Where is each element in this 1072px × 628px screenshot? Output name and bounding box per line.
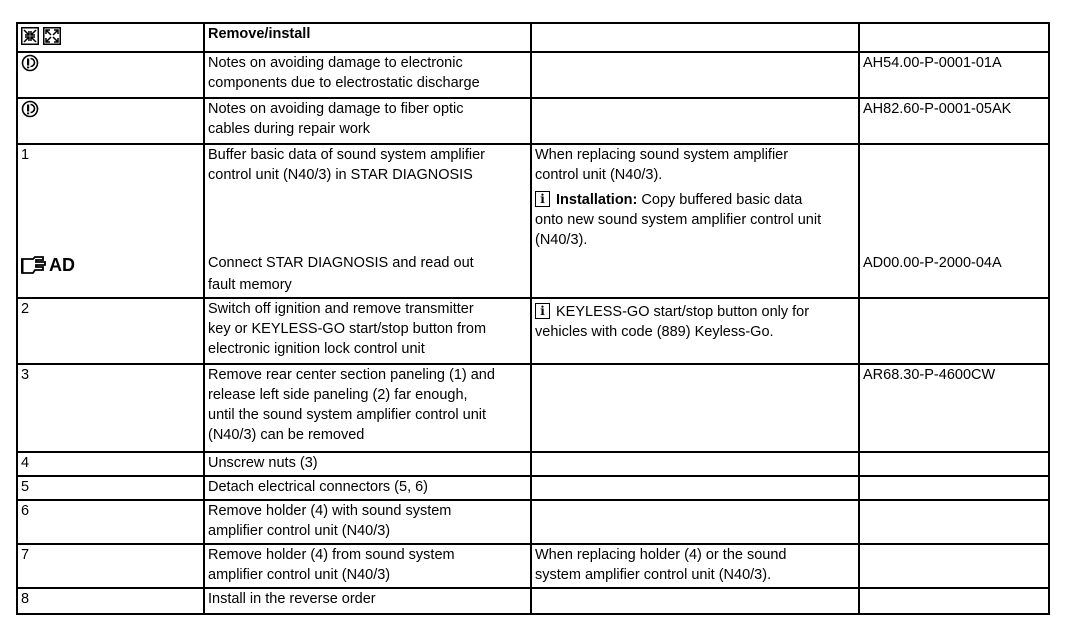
doc-ref-link[interactable]: AH54.00-P-0001-01A xyxy=(863,55,1002,71)
step-number: 6 xyxy=(21,503,30,519)
installation-text: onto new sound system amplifier control unit xyxy=(535,212,822,228)
info-icon: i xyxy=(535,303,550,319)
step-row-6 xyxy=(17,500,1049,544)
doc-ref-link[interactable]: AD00.00-P-2000-04A xyxy=(863,255,1002,271)
step-row-7 xyxy=(17,544,1049,588)
step-text: until the sound system amplifier control unit xyxy=(208,407,487,423)
remove-arrows-icon xyxy=(21,27,39,45)
installation-label: Installation: xyxy=(556,192,638,208)
step-subtext: fault memory xyxy=(208,277,292,293)
step-number: 2 xyxy=(21,301,30,317)
step-number: 1 xyxy=(21,147,30,163)
comment-text: control unit (N40/3). xyxy=(535,167,663,183)
comment-text: KEYLESS-GO start/stop button only for xyxy=(556,304,810,320)
step-text: Buffer basic data of sound system amplifier xyxy=(208,147,485,163)
step-number: 3 xyxy=(21,367,30,383)
ad-diagnosis-marker xyxy=(21,255,75,275)
step-text: control unit (N40/3) in STAR DIAGNOSIS xyxy=(208,167,473,183)
info-icon: i xyxy=(535,191,550,207)
step-number: 5 xyxy=(21,479,30,495)
pointing-hand-icon xyxy=(21,255,47,275)
step-text: Remove holder (4) with sound system xyxy=(208,503,452,519)
step-text: key or KEYLESS-GO start/stop button from xyxy=(208,321,487,337)
step-number: 4 xyxy=(21,455,30,471)
step-text: electronic ignition lock control unit xyxy=(208,341,425,357)
comment-text: When replacing sound system amplifier xyxy=(535,147,789,163)
ad-label: AD xyxy=(49,255,75,275)
header-empty-cell xyxy=(859,23,1049,52)
step-row-2 xyxy=(17,298,1049,364)
step-number: 7 xyxy=(21,547,30,563)
note-text: components due to electrostatic discharge xyxy=(208,75,480,91)
step-row-3 xyxy=(17,364,1049,452)
step-subtext: Connect STAR DIAGNOSIS and read out xyxy=(208,255,474,271)
comment-text: When replacing holder (4) or the sound xyxy=(535,547,787,563)
step-text: Switch off ignition and remove transmitter xyxy=(208,301,474,317)
warning-note-icon xyxy=(21,54,39,72)
step-number: 8 xyxy=(21,591,30,607)
step-text: Remove holder (4) from sound system xyxy=(208,547,455,563)
installation-text: Copy buffered basic data xyxy=(641,192,803,208)
step-text: Unscrew nuts (3) xyxy=(208,455,318,471)
step-row-5 xyxy=(17,476,1049,500)
note-row xyxy=(17,98,1049,144)
step-row-4 xyxy=(17,452,1049,476)
step-text: Detach electrical connectors (5, 6) xyxy=(208,479,429,495)
step-text: release left side paneling (2) far enough, xyxy=(208,387,468,403)
step-text: amplifier control unit (N40/3) xyxy=(208,567,391,583)
note-text: Notes on avoiding damage to electronic xyxy=(208,55,463,71)
procedure-table xyxy=(16,22,1050,615)
step-row-1 xyxy=(17,144,1049,298)
step-text: Install in the reverse order xyxy=(208,591,376,607)
note-row xyxy=(17,52,1049,98)
note-text: cables during repair work xyxy=(208,121,370,137)
install-arrows-icon xyxy=(43,27,61,45)
comment-text: system amplifier control unit (N40/3). xyxy=(535,567,772,583)
comment-text: vehicles with code (889) Keyless-Go. xyxy=(535,324,774,340)
note-text: Notes on avoiding damage to fiber optic xyxy=(208,101,464,117)
warning-note-icon xyxy=(21,100,39,118)
doc-ref-link[interactable]: AR68.30-P-4600CW xyxy=(863,367,996,383)
step-text: (N40/3) can be removed xyxy=(208,427,365,443)
header-empty-cell xyxy=(531,23,859,52)
header-title: Remove/install xyxy=(204,23,531,52)
step-text: Remove rear center section paneling (1) and xyxy=(208,367,495,383)
installation-text: (N40/3). xyxy=(535,232,588,248)
step-text: amplifier control unit (N40/3) xyxy=(208,523,391,539)
step-row-8 xyxy=(17,588,1049,614)
table-header-row xyxy=(17,23,1049,52)
header-icons-cell xyxy=(17,23,204,52)
doc-ref-link[interactable]: AH82.60-P-0001-05AK xyxy=(863,101,1012,117)
